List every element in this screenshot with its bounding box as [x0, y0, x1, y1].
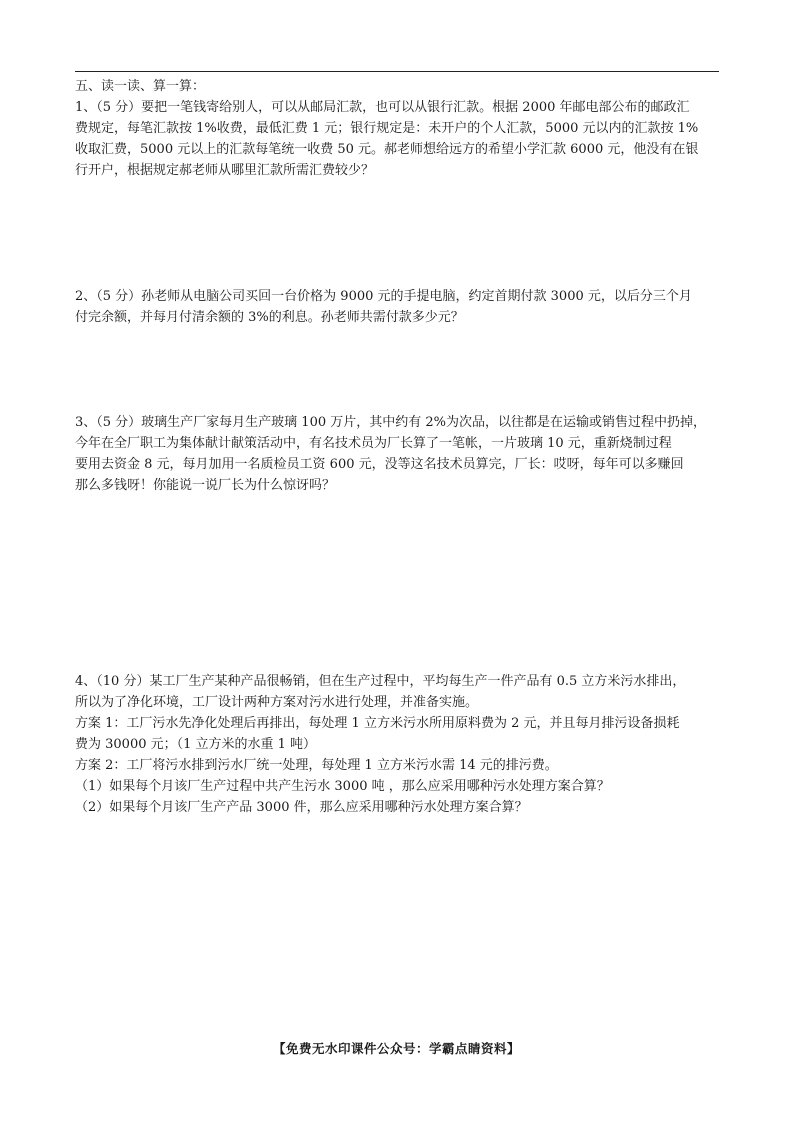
question-4-sub-2: （2）如果每个月该厂生产产品 3000 件，那么应采用哪种污水处理方案合算？: [75, 800, 528, 815]
worksheet-content: [75, 76, 723, 818]
question-3-line-2: 今年在全厂职工为集体献计献策活动中，有名技术员为厂长算了一笔帐，一片玻璃 10 元，重新烧制过程: [75, 436, 672, 451]
question-3-line-1: 3、（5 分）玻璃生产厂家每月生产玻璃 100 万片，其中约有 2%为次品，以往都是在运输或销售过程中扔掉，: [75, 415, 707, 430]
question-4-plan-2: 方案 2：工厂将污水排到污水厂统一处理，每处理 1 立方米污水需 14 元的排污费。: [75, 758, 558, 773]
question-3-line-4: 那么多钱呀！你能说一说厂长为什么惊讶吗？: [75, 478, 336, 493]
question-3: [75, 412, 723, 496]
question-4: [75, 671, 723, 818]
question-2: [75, 286, 723, 328]
question-1-line-4: 行开户，根据规定郝老师从哪里汇款所需汇费较少？: [75, 163, 375, 178]
question-4-plan-1-line-1: 方案 1：工厂污水先净化处理后再排出，每处理 1 立方米污水所用原料费为 2 元，并且每月排污设备损耗: [75, 716, 680, 731]
section-heading: 五、读一读、算一算：: [75, 79, 206, 94]
question-4-sub-1: （1）如果每个月该厂生产过程中共产生污水 3000 吨 ，那么应采用哪种污水处理方案合算？: [75, 779, 610, 794]
question-1-line-2: 费规定，每笔汇款按 1%收费，最低汇费 1 元；银行规定是：未开户的个人汇款，5000 元以内的汇款按 1%: [75, 121, 699, 136]
top-rule: [75, 71, 719, 72]
question-1-line-1: 1、（5 分）要把一笔钱寄给别人，可以从邮局汇款，也可以从银行汇款。根据 2000 年邮电部公布的邮政汇: [75, 100, 690, 115]
question-3-line-3: 要用去资金 8 元，每月加用一名质检员工资 600 元，没等这名技术员算完，厂长：哎呀，每年可以多赚回: [75, 457, 684, 472]
footer-note: 【免费无水印课件公众号：学霸点睛资料】: [272, 1041, 520, 1056]
question-4-line-2: 所以为了净化环境，工厂设计两种方案对污水进行处理，并准备实施。: [75, 695, 479, 710]
question-2-line-2: 付完余额，并每月付清余额的 3%的利息。孙老师共需付款多少元？: [75, 310, 464, 325]
question-1: [75, 97, 723, 181]
question-4-line-1: 4、（10 分）某工厂生产某种产品很畅销，但在生产过程中，平均每生产一件产品有 0.5 立方米污水排出，: [75, 674, 686, 689]
question-2-line-1: 2、（5 分）孙老师从电脑公司买回一台价格为 9000 元的手提电脑，约定首期付款 3000 元，以后分三个月: [75, 289, 692, 304]
question-4-plan-1-line-2: 费为 30000 元；（1 立方米的水重 1 吨）: [75, 737, 317, 752]
question-1-line-3: 收取汇费，5000 元以上的汇款每笔统一收费 50 元。郝老师想给远方的希望小学汇款 6000 元，他没有在银: [75, 142, 699, 157]
